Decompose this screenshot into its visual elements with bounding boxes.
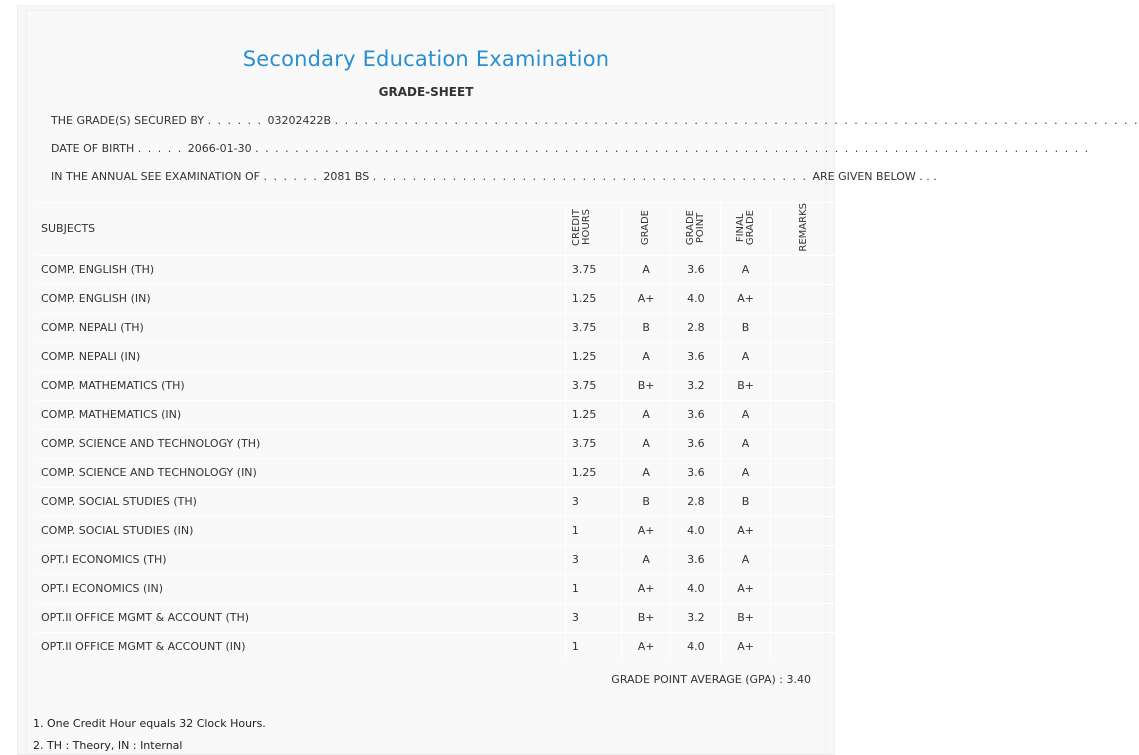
final-grade-cell: A [721, 429, 771, 458]
header-grade-label: GRADE [640, 209, 652, 245]
grades-table [35, 202, 839, 661]
subject-cell: COMP. MATHEMATICS (TH) [35, 371, 565, 400]
subject-cell: OPT.I ECONOMICS (IN) [35, 574, 565, 603]
dot-leader: . . . . . . [207, 114, 268, 127]
remarks-cell [770, 603, 838, 632]
table-header-row [35, 203, 839, 256]
grade-point-cell: 3.2 [671, 603, 721, 632]
grade-cell: B+ [621, 603, 671, 632]
remarks-cell [770, 342, 838, 371]
remarks-cell [770, 632, 838, 661]
subject-cell: COMP. NEPALI (IN) [35, 342, 565, 371]
grade-point-cell: 4.0 [671, 284, 721, 313]
final-grade-cell: B+ [721, 603, 771, 632]
grade-point-cell: 4.0 [671, 632, 721, 661]
grade-cell: A [621, 545, 671, 574]
header-credit-hours [565, 203, 621, 256]
final-grade-cell: A [721, 342, 771, 371]
grade-point-cell: 2.8 [671, 313, 721, 342]
final-grade-cell: A [721, 400, 771, 429]
grade-cell: A+ [621, 632, 671, 661]
subject-cell: COMP. MATHEMATICS (IN) [35, 400, 565, 429]
dob-line [51, 142, 1090, 155]
final-grade-cell: B+ [721, 371, 771, 400]
final-grade-cell: A+ [721, 284, 771, 313]
table-row [35, 487, 839, 516]
grade-cell: A [621, 458, 671, 487]
dot-leader: . . . . . [137, 142, 188, 155]
remarks-cell [770, 429, 838, 458]
secured-by-label: THE GRADE(S) SECURED BY [51, 114, 205, 127]
grade-point-cell: 4.0 [671, 516, 721, 545]
table-row [35, 400, 839, 429]
grade-sheet [17, 5, 1139, 755]
header-subjects: SUBJECTS [35, 203, 565, 256]
symbol-number: 03202422B [267, 114, 332, 127]
final-grade-cell: A [721, 458, 771, 487]
table-row [35, 574, 839, 603]
note-abbreviations: 2. TH : Theory, IN : Internal [33, 739, 183, 752]
credit-hours-cell: 1.25 [565, 400, 621, 429]
dot-leader: . . . . . . . . . . . . . . . . . . . . . . . . . . . . . . . . . . . . . . . . . . . . [372, 170, 813, 183]
subject-cell: COMP. ENGLISH (TH) [35, 255, 565, 284]
grade-cell: A [621, 255, 671, 284]
grade-point-cell: 2.8 [671, 487, 721, 516]
grade-point-cell: 3.6 [671, 429, 721, 458]
final-grade-cell: B [721, 313, 771, 342]
dot-leader: . . . . . . [263, 170, 324, 183]
credit-hours-cell: 3.75 [565, 371, 621, 400]
dob-label: DATE OF BIRTH [51, 142, 135, 155]
credit-hours-cell: 3.75 [565, 429, 621, 458]
grade-cell: B+ [621, 371, 671, 400]
exam-year: 2081 BS [323, 170, 370, 183]
final-grade-cell: A [721, 545, 771, 574]
grade-cell: A [621, 400, 671, 429]
table-row [35, 429, 839, 458]
credit-hours-cell: 1.25 [565, 342, 621, 371]
table-row [35, 603, 839, 632]
credit-hours-cell: 1 [565, 516, 621, 545]
grade-cell: A [621, 429, 671, 458]
note-credit-hour: 1. One Credit Hour equals 32 Clock Hours. [33, 717, 266, 730]
remarks-cell [770, 313, 838, 342]
final-grade-cell: A [721, 255, 771, 284]
remarks-cell [770, 284, 838, 313]
subject-cell: OPT.II OFFICE MGMT & ACCOUNT (TH) [35, 603, 565, 632]
table-row [35, 545, 839, 574]
table-row [35, 458, 839, 487]
gpa-summary [611, 673, 811, 686]
subject-cell: COMP. SOCIAL STUDIES (IN) [35, 516, 565, 545]
final-grade-cell: A+ [721, 516, 771, 545]
secured-by-line [51, 114, 1139, 127]
grade-point-cell: 3.6 [671, 342, 721, 371]
exam-label: IN THE ANNUAL SEE EXAMINATION OF [51, 170, 260, 183]
header-final-grade [721, 203, 771, 256]
table-row [35, 313, 839, 342]
grade-point-cell: 3.6 [671, 255, 721, 284]
grade-cell: A [621, 342, 671, 371]
credit-hours-cell: 3 [565, 545, 621, 574]
table-row [35, 284, 839, 313]
header-grade [621, 203, 671, 256]
grade-cell: B [621, 313, 671, 342]
grade-point-cell: 3.6 [671, 545, 721, 574]
credit-hours-cell: 3 [565, 487, 621, 516]
header-grade-point [671, 203, 721, 256]
exam-suffix: ARE GIVEN BELOW . . . [812, 170, 937, 183]
grade-point-cell: 4.0 [671, 574, 721, 603]
table-row [35, 342, 839, 371]
exam-line [51, 170, 937, 183]
header-remarks [770, 203, 838, 256]
table-row [35, 632, 839, 661]
final-grade-cell: A+ [721, 632, 771, 661]
credit-hours-cell: 1 [565, 632, 621, 661]
remarks-cell [770, 255, 838, 284]
credit-hours-cell: 1 [565, 574, 621, 603]
grade-point-cell: 3.6 [671, 400, 721, 429]
header-final-grade-label: FINAL GRADE [734, 209, 756, 245]
dot-leader: . . . . . . . . . . . . . . . . . . . . . . . . . . . . . . . . . . . . . . . . . . . . . . . . . . . . . . . . . . . . . . . . . . . . . . . . . . . . . . . . . [334, 114, 1139, 127]
gpa-label: GRADE POINT AVERAGE (GPA) : [611, 673, 783, 686]
credit-hours-cell: 1.25 [565, 458, 621, 487]
sheet-subtitle: GRADE-SHEET [378, 85, 474, 99]
table-row [35, 371, 839, 400]
subject-cell: COMP. SCIENCE AND TECHNOLOGY (TH) [35, 429, 565, 458]
remarks-cell [770, 458, 838, 487]
remarks-cell [770, 400, 838, 429]
grade-point-cell: 3.2 [671, 371, 721, 400]
credit-hours-cell: 3.75 [565, 313, 621, 342]
remarks-cell [770, 516, 838, 545]
credit-hours-cell: 1.25 [565, 284, 621, 313]
grade-sheet-inner [26, 10, 1139, 754]
grade-cell: A+ [621, 574, 671, 603]
header-remarks-label: REMARKS [798, 203, 810, 252]
grades-table-body [35, 255, 839, 661]
credit-hours-cell: 3.75 [565, 255, 621, 284]
grade-cell: B [621, 487, 671, 516]
subject-cell: OPT.I ECONOMICS (TH) [35, 545, 565, 574]
remarks-cell [770, 545, 838, 574]
grade-cell: A+ [621, 516, 671, 545]
remarks-cell [770, 574, 838, 603]
subject-cell: COMP. ENGLISH (IN) [35, 284, 565, 313]
exam-title: Secondary Education Examination [242, 47, 610, 71]
header-credit-hours-label: CREDIT HOURS [570, 208, 592, 246]
subject-cell: OPT.II OFFICE MGMT & ACCOUNT (IN) [35, 632, 565, 661]
credit-hours-cell: 3 [565, 603, 621, 632]
final-grade-cell: B [721, 487, 771, 516]
grade-point-cell: 3.6 [671, 458, 721, 487]
remarks-cell [770, 371, 838, 400]
subject-cell: COMP. SCIENCE AND TECHNOLOGY (IN) [35, 458, 565, 487]
header-grade-point-label: GRADE POINT [684, 209, 706, 245]
dot-leader: . . . . . . . . . . . . . . . . . . . . . . . . . . . . . . . . . . . . . . . . . . . . . . . . . . . . . . . . . . . . . . . . . . . . . . . . . . . . . . . . . . . . [255, 142, 1090, 155]
table-row [35, 255, 839, 284]
dob-value: 2066-01-30 [187, 142, 252, 155]
table-row [35, 516, 839, 545]
gpa-value: 3.40 [786, 673, 811, 686]
remarks-cell [770, 487, 838, 516]
grade-cell: A+ [621, 284, 671, 313]
subject-cell: COMP. SOCIAL STUDIES (TH) [35, 487, 565, 516]
subject-cell: COMP. NEPALI (TH) [35, 313, 565, 342]
final-grade-cell: A+ [721, 574, 771, 603]
